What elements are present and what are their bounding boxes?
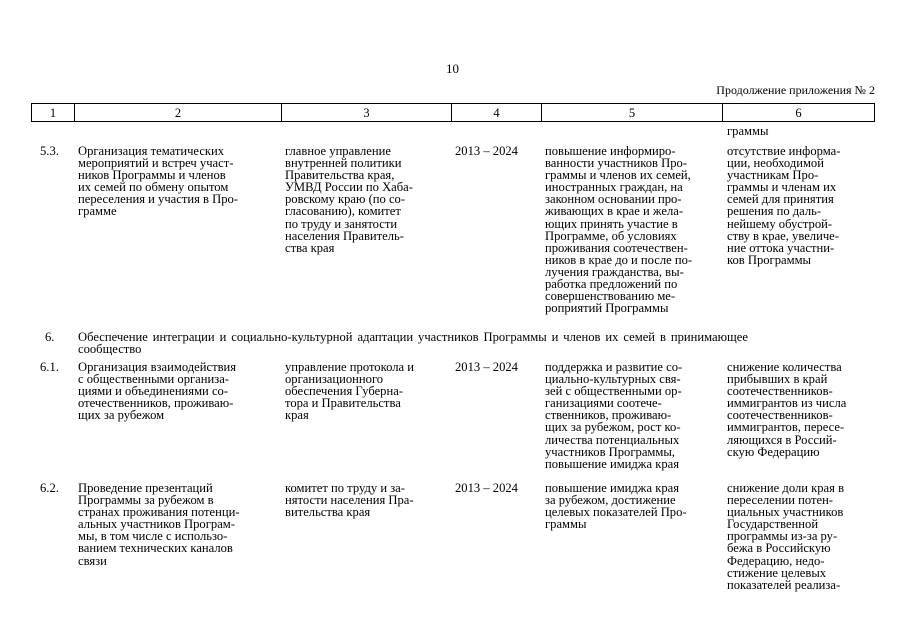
event-name: Проведение презентаций Программы за рубежом в странах проживания потенци- альных участников Програм- мы, в том числе с использо- ванием технических каналов связи	[78, 481, 240, 568]
non-implementation-consequence: отсутствие информа- ции, необходимой участникам Про- граммы и членам их семей для принятия решения по даль- нейшему обустрой- ству в крае, увеличе- ние оттока участни- ков Программы	[727, 144, 841, 267]
column-number-4: 4	[452, 104, 542, 122]
non-implementation-consequence: снижение количества прибывших в край соотечественников- иммигрантов из числа соотечественников- иммигрантов, пересе- ляющихся в Россий- скую Федерацию	[727, 360, 847, 459]
appendix-continuation-note: Продолжение приложения № 2	[716, 83, 875, 97]
column-number-3: 3	[282, 104, 452, 122]
row-number: 5.3.	[40, 144, 59, 158]
section-title: Обеспечение интеграции и социально-культурной адаптации участников Программы и членов их семей в принимающее сообщество	[78, 330, 748, 357]
non-implementation-consequence: снижение доли края в переселении потен- циальных участников Государственной программы из-за ру- бежа в Российскую Федерацию, недо- стижение целевых показателей реализа-	[727, 481, 845, 592]
row-number: 6.1.	[40, 360, 59, 374]
executor: главное управление внутренней политики Правительства края, УМВД России по Хаба- ровскому краю (по со- гласованию), комитет по труду и занятости населения Правитель- ства края	[285, 144, 413, 255]
implementation-period: 2013 – 2024	[455, 481, 518, 495]
page-number: 10	[446, 61, 459, 76]
expected-result: повышение имиджа края за рубежом, достижение целевых показателей Про- граммы	[545, 481, 687, 532]
event-name: Организация тематических мероприятий и встреч участ- ников Программы и членов их семей по обмену опытом переселения и участия в Про- грамме	[78, 144, 239, 219]
column-number-5: 5	[542, 104, 723, 122]
implementation-period: 2013 – 2024	[455, 360, 518, 374]
carryover-text: граммы	[727, 124, 769, 138]
column-number-1: 1	[32, 104, 75, 122]
section-number: 6.	[45, 330, 55, 344]
column-number-2: 2	[75, 104, 282, 122]
expected-result: повышение информиро- ванности участников Про- граммы и членов их семей, иностранных граждан, на законном основании про- живающих в крае и жела- ющих принять участие в Программе, об условиях проживания соотечествен- ников в крае до и после по- лучения гражданства, вы- работка предложений по совершенствованию ме- роприятий Программы	[545, 144, 693, 316]
executor: управление протокола и организационного обеспечения Губерна- тора и Правительства края	[285, 360, 414, 423]
column-number-header	[31, 103, 875, 122]
expected-result: поддержка и развитие со- циально-культурных свя- зей с общественными ор- ганизациями соотече- ственников, проживаю- щих за рубежом, рост ко- личества потенциальных участников Программы, повышение имиджа края	[545, 360, 683, 471]
implementation-period: 2013 – 2024	[455, 144, 518, 158]
row-number: 6.2.	[40, 481, 59, 495]
executor: комитет по труду и за- нятости населения Пра- вительства края	[285, 481, 414, 520]
event-name: Организация взаимодействия с общественными организа- циями и объединениями со- отечественников, проживаю- щих за рубежом	[78, 360, 237, 423]
column-number-6: 6	[723, 104, 875, 122]
